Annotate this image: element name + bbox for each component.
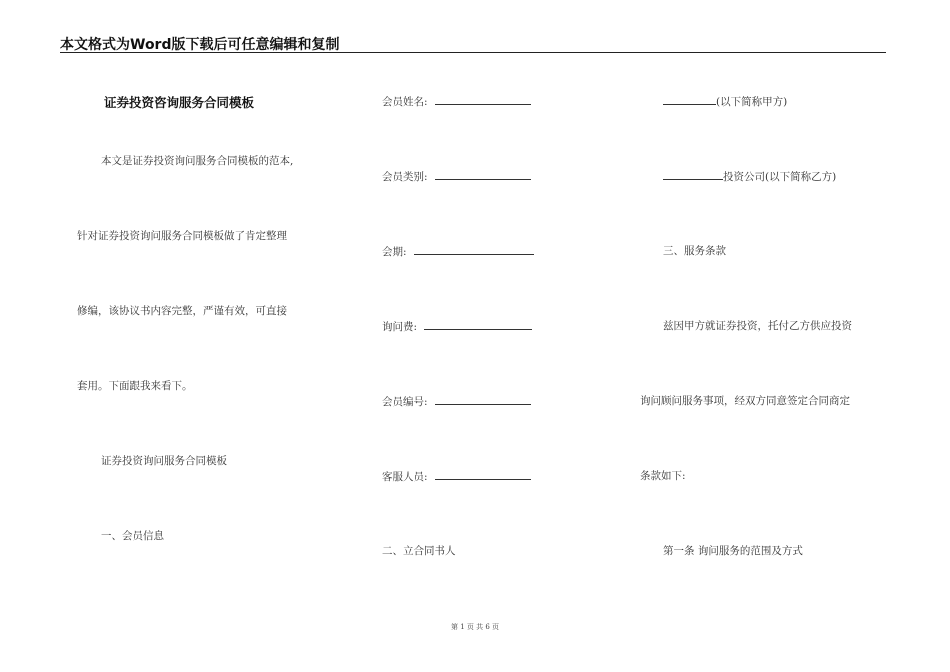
member-no-field: [382, 393, 531, 409]
intro-line-4: 套用。下面跟我来看下。: [77, 380, 193, 392]
fee-field: [382, 318, 532, 334]
member-name-field: [382, 93, 531, 109]
clause-line-3: 条款如下:: [640, 470, 686, 482]
document-title: 证券投资咨询服务合同模板: [104, 95, 255, 110]
party-a-text: (以下简称甲方): [716, 96, 788, 108]
member-no-label: 会员编号:: [382, 396, 428, 408]
member-type-blank: [435, 168, 531, 180]
fee-blank: [424, 318, 532, 330]
template-subtitle: 证券投资询问服务合同模板: [101, 455, 227, 467]
page-number: 第 1 页 共 6 页: [450, 623, 500, 631]
intro-line-1: 本文是证券投资询问服务合同模板的范本,: [101, 155, 294, 167]
service-staff-label: 客服人员:: [382, 471, 428, 483]
fee-label: 询问费:: [382, 321, 418, 333]
header-text: 本文格式为Word版下载后可任意编辑和复制: [60, 37, 340, 53]
member-no-blank: [435, 393, 531, 405]
clause-line-1: 兹因甲方就证券投资，托付乙方供应投资: [663, 320, 852, 332]
service-staff-field: [382, 468, 531, 484]
member-type-field: [382, 168, 531, 184]
intro-line-3: 修编，该协议书内容完整，严谨有效，可直接: [77, 305, 287, 317]
section-contract-parties: 二、立合同书人: [382, 545, 456, 557]
article-1-heading: 第一条 询问服务的范围及方式: [663, 545, 803, 557]
party-b-line: [663, 168, 836, 184]
party-b-text: 投资公司(以下简称乙方): [723, 171, 837, 183]
member-name-label: 会员姓名:: [382, 96, 428, 108]
document-header: [60, 34, 886, 53]
term-label: 会期:: [382, 246, 407, 258]
party-b-blank: [663, 168, 723, 180]
party-a-blank: [663, 93, 716, 105]
section-member-info: 一、会员信息: [101, 530, 164, 542]
term-field: [382, 243, 534, 259]
clause-line-2: 询问顾问服务事项，经双方同意签定合同商定: [640, 395, 850, 407]
service-staff-blank: [435, 468, 531, 480]
term-blank: [414, 243, 534, 255]
section-service-terms: 三、服务条款: [663, 245, 726, 257]
member-name-blank: [435, 93, 531, 105]
party-a-line: [663, 93, 787, 109]
member-type-label: 会员类别:: [382, 171, 428, 183]
intro-line-2: 针对证券投资询问服务合同模板做了肯定整理: [77, 230, 287, 242]
